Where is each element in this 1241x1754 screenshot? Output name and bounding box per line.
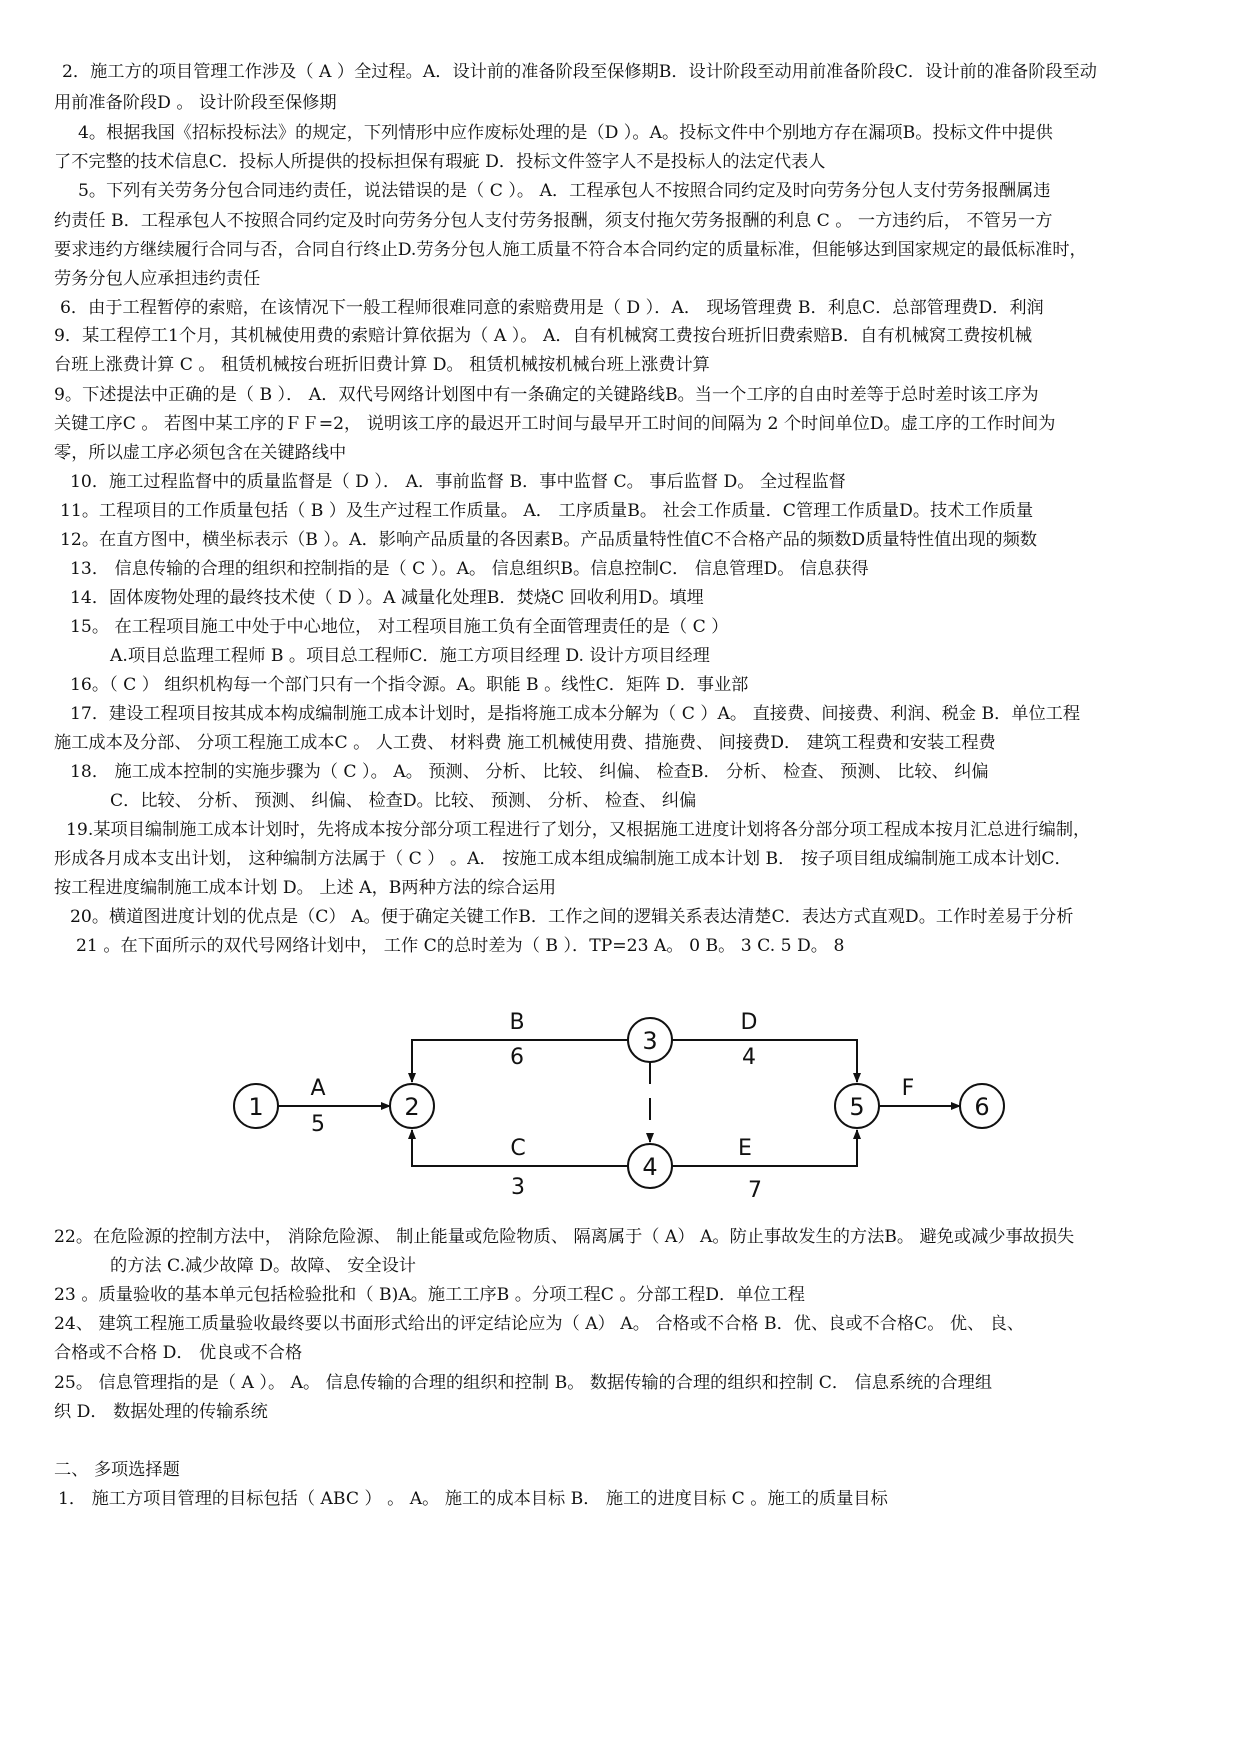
text-line: 24、 建筑工程施工质量验收最终要以书面形式给出的评定结论应为（ A） A。 合格或不合格 B．优、良或不合格C。 优、 良、 (54, 1314, 1025, 1334)
activity-a-name: A (310, 1076, 326, 1101)
text-line: 要求违约方继续履行合同与否，合同自行终止D.劳务分包人施工质量不符合本合同约定的质量标准，但能够达到国家规定的最低标准时， (54, 240, 1087, 260)
text-line: 6．由于工程暂停的索赔，在该情况下一般工程师很难同意的索赔费用是（ D ）．A． 现场管理费 B．利息C．总部管理费D．利润 (60, 298, 1044, 318)
text-line: 形成各月成本支出计划， 这种编制方法属于（ C ） 。A． 按施工成本组成编制施工成本计划 B． 按子项目组成编制施工成本计划C． (54, 849, 1072, 869)
text-line: 用前准备阶段D 。 设计阶段至保修期 (54, 93, 337, 113)
node-label: 1 (248, 1093, 264, 1121)
text-line: 10．施工过程监督中的质量监督是（ D ）． A．事前监督 B．事中监督 C。 事后监督 D。 全过程监督 (70, 472, 846, 492)
node-1 (234, 1084, 278, 1128)
text-line: 18． 施工成本控制的实施步骤为（ C ）。 A。 预测、 分析、 比较、 纠偏、 检查B． 分析、 检查、 预测、 比较、 纠偏 (70, 762, 989, 782)
text-line: 关键工序C 。 若图中某工序的ＦＦ=2， 说明该工序的最迟开工时间与最早开工时间的间隔为 2 个时间单位D。虚工序的工作时间为 (54, 414, 1056, 434)
text-line: 合格或不合格 D． 优良或不合格 (54, 1343, 303, 1363)
text-line: 25。 信息管理指的是（ A ）。 A。 信息传输的合理的组织和控制 B。 数据传输的合理的组织和控制 C． 信息系统的合理组 (54, 1373, 993, 1393)
text-line: 1． 施工方项目管理的目标包括（ ABC ） 。 A。 施工的成本目标 B． 施工的进度目标 C 。施工的质量目标 (58, 1489, 888, 1509)
activity-d-name: D (740, 1010, 758, 1035)
node-3 (628, 1018, 672, 1062)
text-line: C．比较、 分析、 预测、 纠偏、 检查D。比较、 预测、 分析、 检查、 纠偏 (110, 791, 697, 811)
text-line: 劳务分包人应承担违约责任 (54, 269, 261, 289)
text-line: 了不完整的技术信息C．投标人所提供的投标担保有瑕疵 D．投标文件签字人不是投标人的法定代表人 (54, 152, 826, 172)
node-4 (628, 1144, 672, 1188)
activity-e-arrow (672, 1130, 857, 1166)
text-line: 15。 在工程项目施工中处于中心地位， 对工程项目施工负有全面管理责任的是（ C ） (70, 617, 729, 637)
activity-b-name: B (509, 1010, 525, 1035)
text-line: 11。工程项目的工作质量包括（ B ）及生产过程工作质量。 A． 工序质量B。 社会工作质量．C管理工作质量D。技术工作质量 (60, 501, 1034, 521)
text-line: 台班上涨费计算 C 。 租赁机械按台班折旧费计算 D。 租赁机械按机械台班上涨费计算 (54, 355, 710, 375)
text-line: 按工程进度编制施工成本计划 D。 上述 A，B两种方法的综合运用 (54, 878, 557, 898)
activity-c-duration: 3 (511, 1175, 525, 1200)
node-label: 6 (974, 1093, 990, 1121)
text-line: 22。在危险源的控制方法中， 消除危险源、 制止能量或危险物质、 隔离属于（ A） A。防止事故发生的方法B。 避免或减少事故损失 (54, 1227, 1075, 1247)
text-line: 织 D． 数据处理的传输系统 (54, 1402, 268, 1422)
section-heading: 二、 多项选择题 (54, 1460, 180, 1480)
text-line: 14．固体废物处理的最终技术使（ D ）。A 减量化处理B．焚烧C 回收利用D。填埋 (70, 588, 704, 608)
text-line: 9。下述提法中正确的是（ B ）． A．双代号网络计划图中有一条确定的关键路线B。当一个工序的自由时差等于总时差时该工序为 (54, 385, 1039, 405)
activity-b-duration: 6 (510, 1045, 524, 1070)
text-line: 19.某项目编制施工成本计划时，先将成本按分部分项工程进行了划分，又根据施工进度计划将各分部分项工程成本按月汇总进行编制， (66, 820, 1091, 840)
text-line: A.项目总监理工程师 B 。项目总工程师C．施工方项目经理 D. 设计方项目经理 (110, 646, 710, 666)
node-label: 5 (849, 1093, 865, 1121)
node-label: 2 (404, 1093, 420, 1121)
text-line: 21 。在下面所示的双代号网络计划中， 工作 C的总时差为（ B ）．TP=23 A。 0 B。 3 C. 5 D。 8 (76, 936, 845, 956)
text-line: 5。下列有关劳务分包合同违约责任，说法错误的是（ C ）。 A．工程承包人不按照合同约定及时向劳务分包人支付劳务报酬属违 (78, 181, 1051, 201)
text-line: 20。横道图进度计划的优点是（C） A。便于确定关键工作B．工作之间的逻辑关系表达清楚C．表达方式直观D。工作时差易于分析 (70, 907, 1074, 927)
text-line: 9．某工程停工1个月，其机械使用费的索赔计算依据为（ A ）。 A．自有机械窝工费按台班折旧费索赔B．自有机械窝工费按机械 (54, 326, 1033, 346)
activity-d-duration: 4 (742, 1045, 756, 1070)
text-line: 23 。质量验收的基本单元包括检验批和（ B)A。施工工序B 。分项工程C 。分部工程D．单位工程 (54, 1285, 805, 1305)
activity-d-arrow (672, 1040, 857, 1082)
node-2 (390, 1084, 434, 1128)
node-label: 3 (642, 1027, 658, 1055)
node-5 (835, 1084, 879, 1128)
text-line: 16。（ C ） 组织机构每一个部门只有一个指令源。A。职能 B 。线性C．矩阵 D．事业部 (70, 675, 749, 695)
activity-c-name: C (510, 1136, 526, 1161)
text-line: 约责任 B．工程承包人不按照合同约定及时向劳务分包人支付劳务报酬，须支付拖欠劳务报酬的利息 C 。 一方违约后， 不管另一方 (54, 211, 1053, 231)
text-line: 12。在直方图中，横坐标表示（B ）。A．影响产品质量的各因素B。产品质量特性值C不合格产品的频数D质量特性值出现的频数 (60, 530, 1038, 550)
text-line: 的方法 C.减少故障 D。故障、 安全设计 (110, 1256, 416, 1276)
text-line: 2．施工方的项目管理工作涉及（ A ）全过程。A．设计前的准备阶段至保修期B．设计阶段至动用前准备阶段C．设计前的准备阶段至动 (62, 62, 1097, 82)
text-line: 17．建设工程项目按其成本构成编制施工成本计划时，是指将施工成本分解为（ C ）A。 直接费、间接费、利润、税金 B．单位工程 (70, 704, 1081, 724)
text-line: 施工成本及分部、 分项工程施工成本C 。 人工费、 材料费 施工机械使用费、措施费、 间接费D． 建筑工程费和安装工程费 (54, 733, 996, 753)
text-line: 零，所以虚工序必须包含在关键路线中 (54, 443, 347, 463)
activity-e-name: E (738, 1136, 752, 1161)
activity-e-duration: 7 (748, 1178, 762, 1203)
text-line: 13． 信息传输的合理的组织和控制指的是（ C ）。A。 信息组织B。信息控制C． 信息管理D。 信息获得 (70, 559, 869, 579)
activity-f-name: F (901, 1076, 915, 1101)
activity-a-duration: 5 (311, 1112, 325, 1137)
text-line: 4。根据我国《招标投标法》的规定，下列情形中应作废标处理的是（D ）。A。投标文件中个别地方存在漏项B。投标文件中提供 (78, 123, 1053, 143)
node-label: 4 (642, 1153, 658, 1181)
node-6 (960, 1084, 1004, 1128)
